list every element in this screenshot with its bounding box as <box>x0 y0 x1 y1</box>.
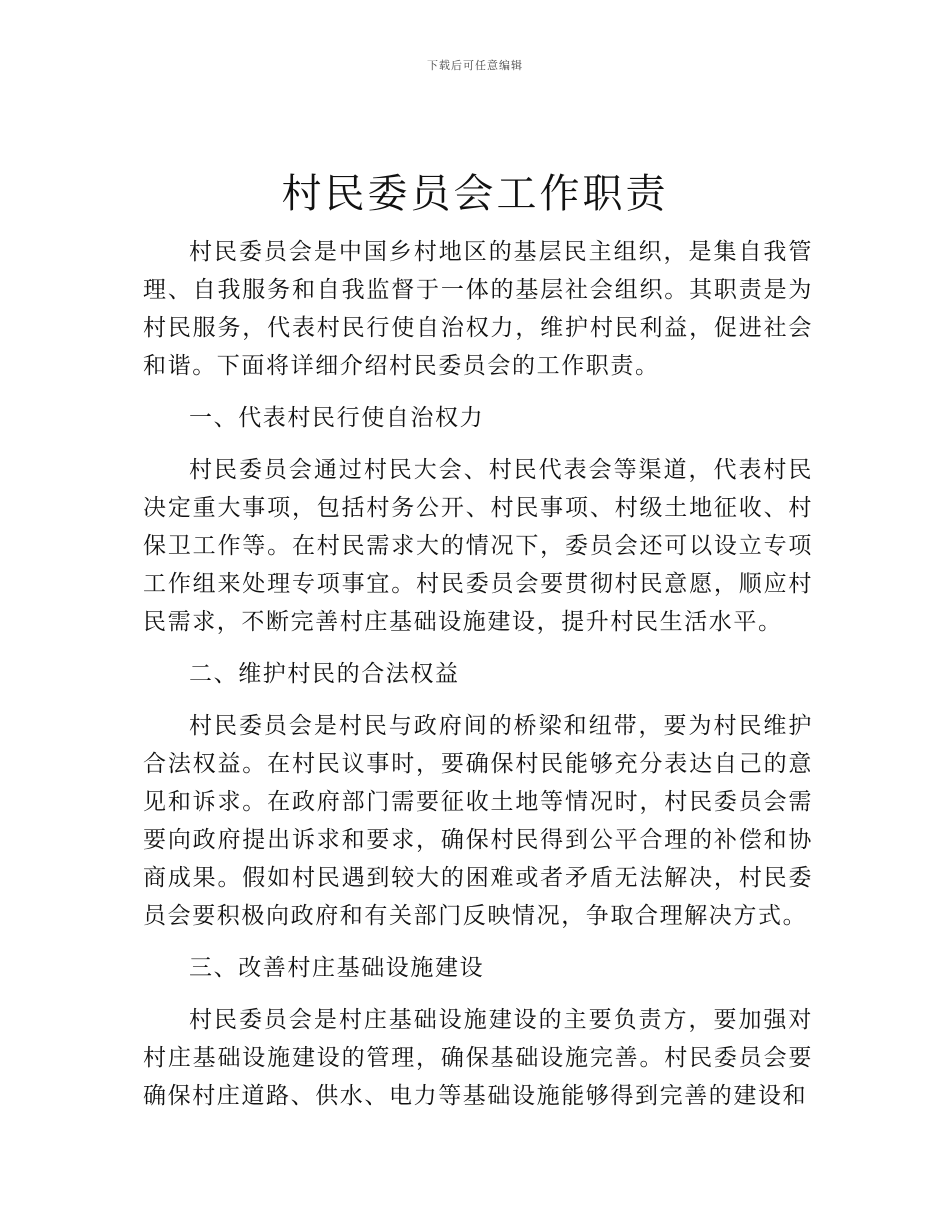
page-header-note: 下载后可任意编辑 <box>427 59 523 72</box>
section-heading-1: 一、代表村民行使自治权力 <box>189 405 485 431</box>
document-body <box>143 233 813 1129</box>
document-title: 村民委员会工作职责 <box>281 171 669 217</box>
section-heading-3: 三、改善村庄基础设施建设 <box>189 955 485 981</box>
section-heading-2: 二、维护村民的合法权益 <box>189 661 460 687</box>
section-paragraph-3: 村民委员会是村庄基础设施建设的主要负责方，要加强对村庄基础设施建设的管理，确保基础设施完善。村民委员会要确保村庄道路、供水、电力等基础设施能够得到完善的建设和 <box>143 1007 813 1109</box>
section-paragraph-2: 村民委员会是村民与政府间的桥梁和纽带，要为村民维护合法权益。在村民议事时，要确保村民能够充分表达自己的意见和诉求。在政府部门需要征收土地等情况时，村民委员会需要向政府提出诉求和要求，确保村民得到公平合理的补偿和协商成果。假如村民遇到较大的困难或者矛盾无法解决，村民委员会要积极向政府和有关部门反映情况，争取合理解决方式。 <box>143 713 813 929</box>
intro-paragraph: 村民委员会是中国乡村地区的基层民主组织，是集自我管理、自我服务和自我监督于一体的基层社会组织。其职责是为村民服务，代表村民行使自治权力，维护村民利益，促进社会和谐。下面将详细介绍村民委员会的工作职责。 <box>143 239 813 379</box>
section-paragraph-1: 村民委员会通过村民大会、村民代表会等渠道，代表村民决定重大事项，包括村务公开、村民事项、村级土地征收、村保卫工作等。在村民需求大的情况下，委员会还可以设立专项工作组来处理专项事宜。村民委员会要贯彻村民意愿，顺应村民需求，不断完善村庄基础设施建设，提升村民生活水平。 <box>143 457 813 635</box>
